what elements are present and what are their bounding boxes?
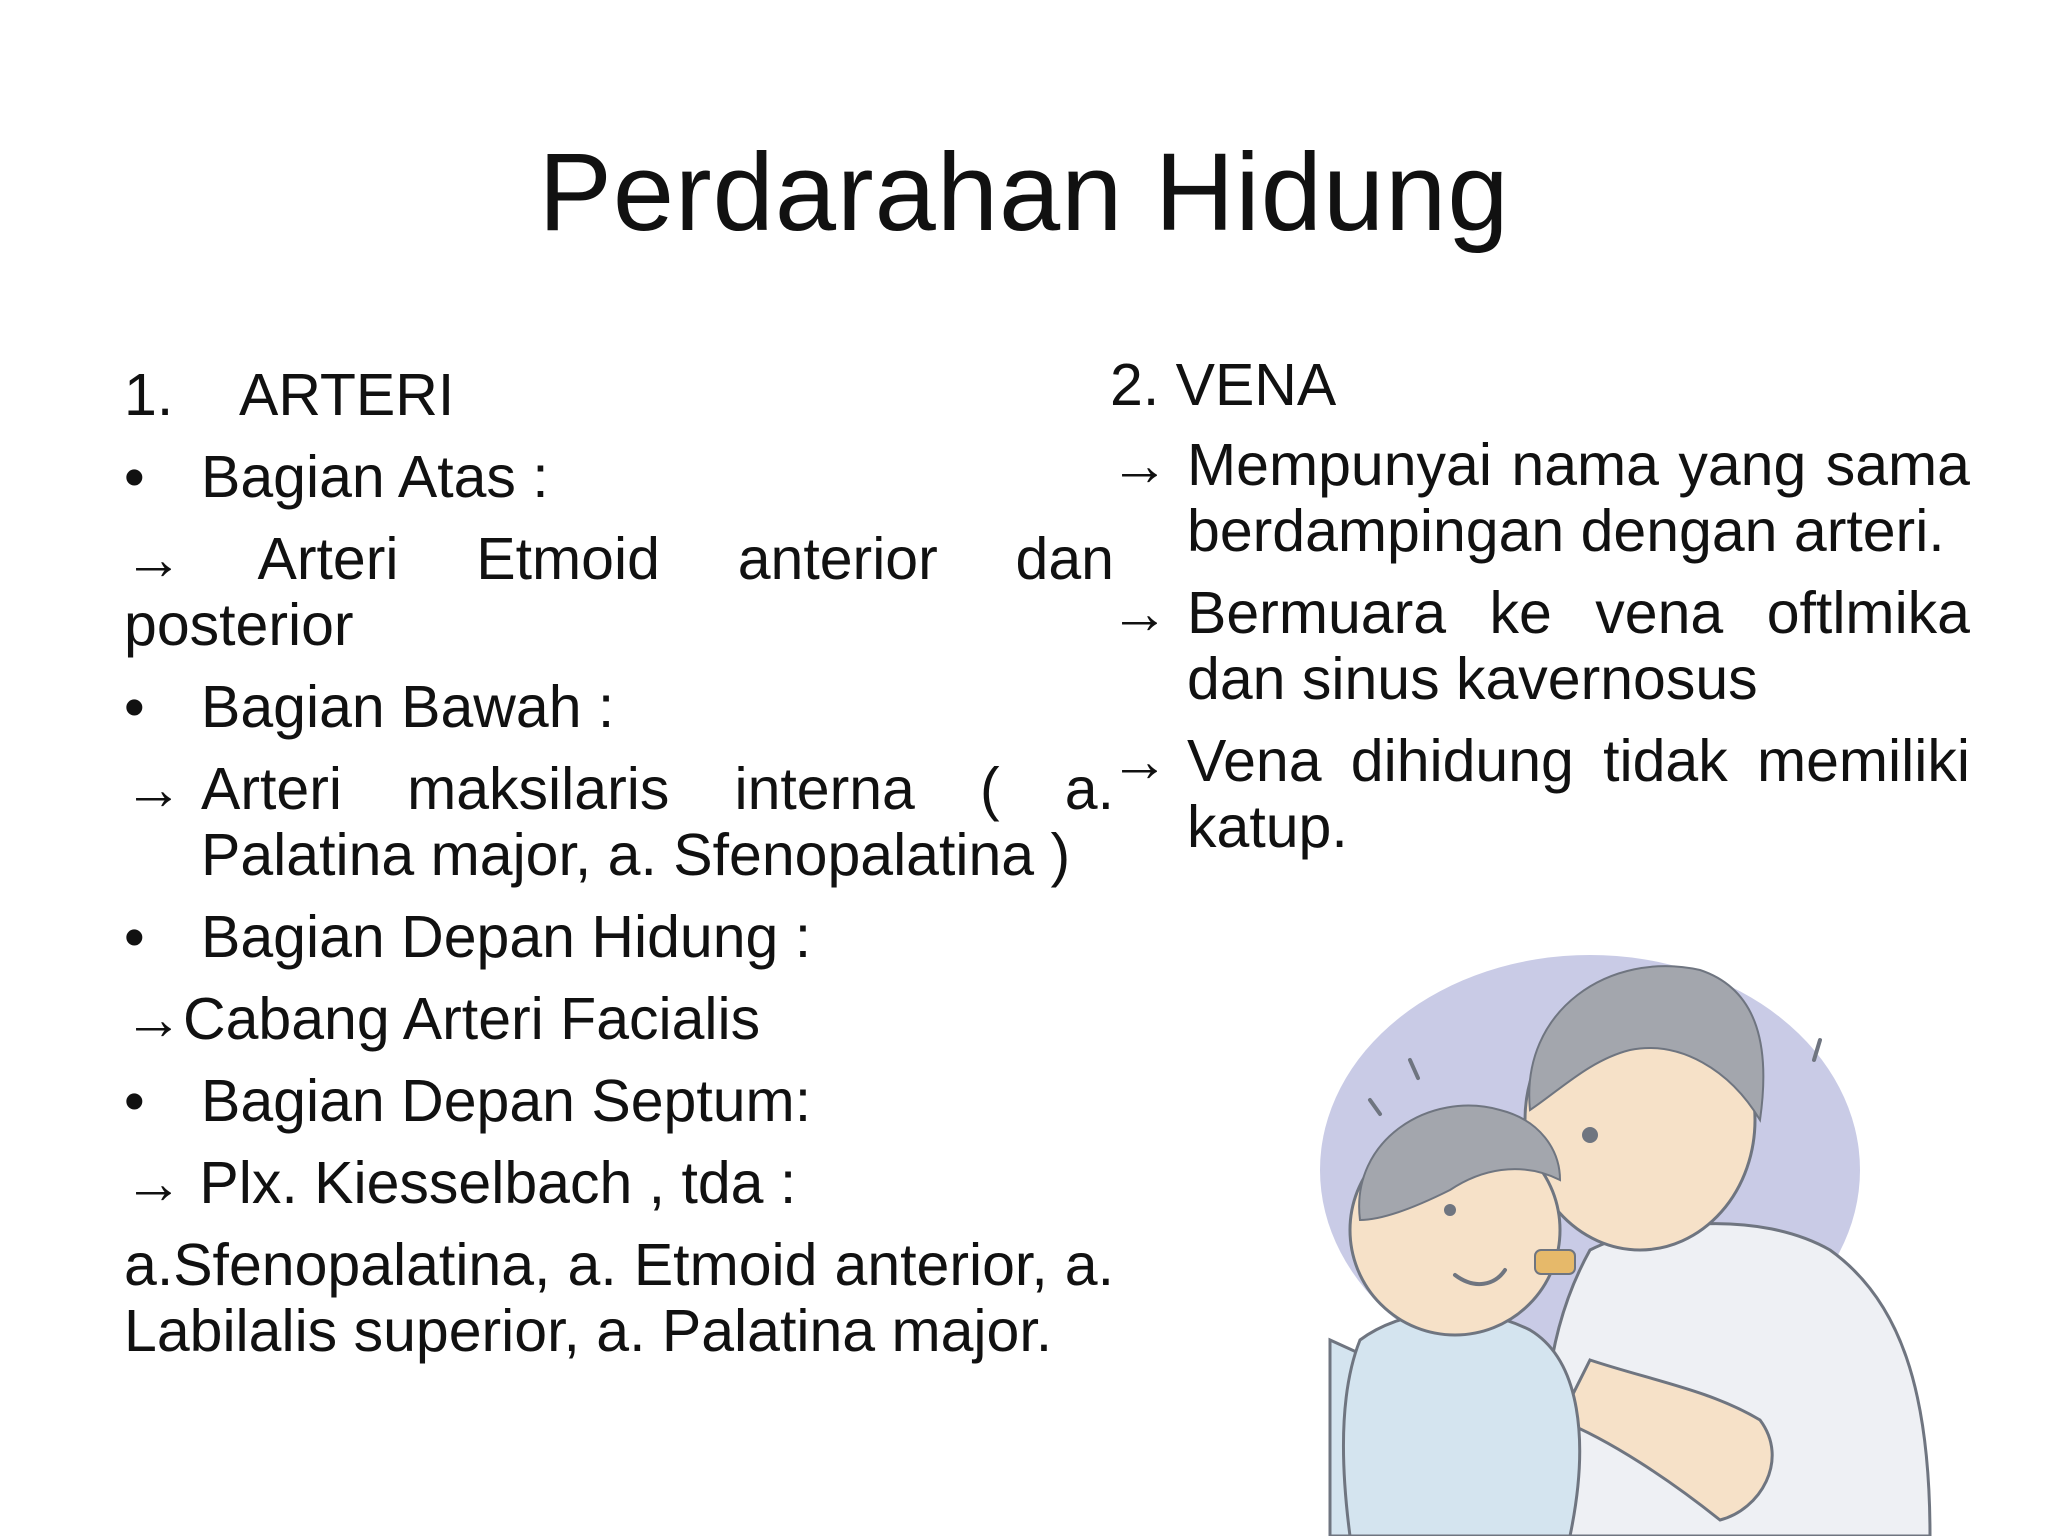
arrow-right-icon: → (1110, 432, 1169, 498)
list-item-text: Bagian Atas : (201, 444, 549, 510)
list-item (1110, 580, 1970, 712)
arrow-right-icon: → (124, 526, 183, 592)
arrow-right-icon: → (1110, 580, 1169, 646)
list-item (124, 1232, 1114, 1364)
list-item (124, 1150, 1114, 1216)
doctor-treating-child-icon (1290, 920, 1946, 1536)
list-item-text: Arteri Etmoid anterior dan posterior (124, 526, 1114, 658)
list-item (124, 756, 1114, 888)
list-item-text: Bagian Depan Hidung : (201, 904, 812, 970)
arteri-heading-text: ARTERI (239, 362, 455, 428)
list-item-text: Vena dihidung tidak memiliki katup. (1187, 728, 1970, 860)
list-item-text: Cabang Arteri Facialis (183, 986, 761, 1052)
list-item-text: Bagian Bawah : (201, 674, 615, 740)
bullet-icon: • (124, 674, 145, 740)
list-item (124, 444, 1114, 510)
vena-heading: 2. VENA (1110, 352, 1337, 418)
doctor-child-illustration (1290, 920, 1946, 1536)
list-item (124, 526, 1114, 658)
arrow-right-icon: → (124, 1150, 183, 1216)
list-item (1110, 728, 1970, 860)
vena-column (1110, 352, 1970, 876)
arteri-heading-number: 1. (124, 362, 174, 428)
list-item-text: Bermuara ke vena oftlmika dan sinus kavernosus (1187, 580, 1970, 712)
list-item (1110, 432, 1970, 564)
arrow-right-icon: → (124, 986, 183, 1052)
list-item-text: a.Sfenopalatina, a. Etmoid anterior, a. Labilalis superior, a. Palatina major. (124, 1232, 1114, 1364)
list-item-text: Arteri maksilaris interna ( a. Palatina major, a. Sfenopalatina ) (201, 756, 1114, 888)
list-item (124, 986, 1114, 1052)
list-item-text: Plx. Kiesselbach , tda : (183, 1150, 797, 1216)
bullet-icon: • (124, 444, 145, 510)
arteri-heading (124, 362, 1114, 428)
arrow-right-icon: → (1110, 728, 1169, 794)
slide-title: Perdarahan Hidung (538, 131, 1510, 254)
arteri-column (124, 362, 1114, 1380)
list-item (124, 904, 1114, 970)
list-item (124, 1068, 1114, 1134)
bullet-icon: • (124, 1068, 145, 1134)
list-item-text: Mempunyai nama yang sama berdampingan dengan arteri. (1187, 432, 1970, 564)
arrow-right-icon: → (124, 756, 183, 822)
list-item (124, 674, 1114, 740)
list-item-text: Bagian Depan Septum: (201, 1068, 812, 1134)
bullet-icon: • (124, 904, 145, 970)
